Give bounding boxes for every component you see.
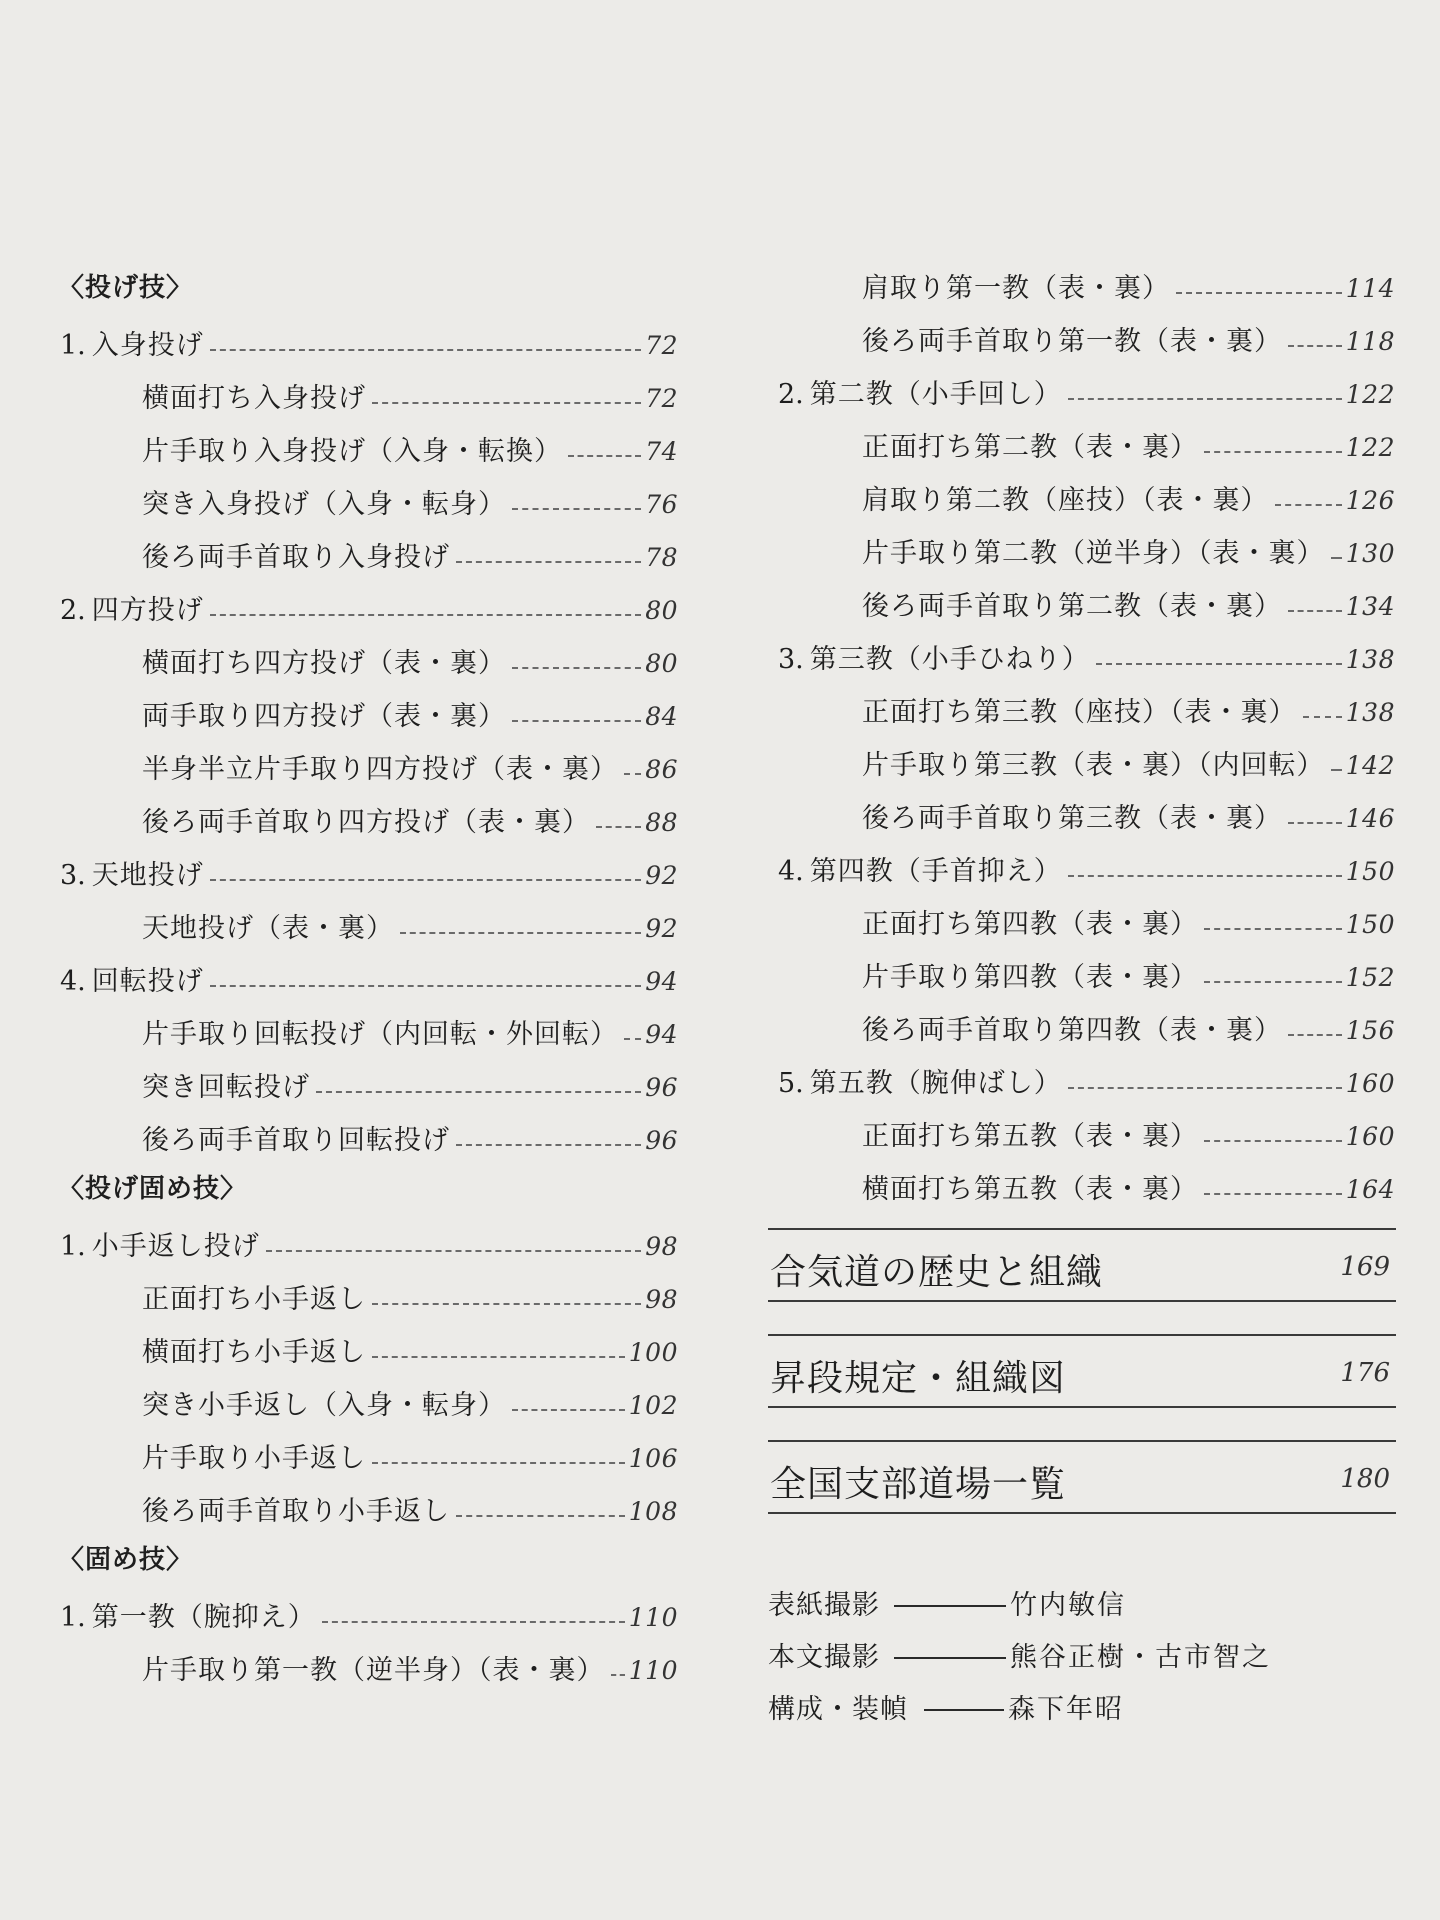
page-number: 156: [1345, 1016, 1395, 1045]
leader-dots: [1204, 451, 1342, 453]
credit-line: [768, 1690, 1124, 1730]
entry-title: 第三教（小手ひねり）: [809, 644, 1090, 675]
section-heading: 〈固め技〉: [58, 1545, 194, 1575]
group-number: 2.: [778, 379, 804, 410]
toc-item-entry[interactable]: [862, 1167, 1395, 1207]
entry-title: 後ろ両手首取り第四教（表・裏）: [862, 1015, 1282, 1046]
leader-dots: [512, 667, 641, 669]
leader-dots: [1288, 822, 1342, 824]
page-number: 114: [1345, 274, 1395, 303]
leader-dots: [1288, 1034, 1342, 1036]
page-number: 150: [1345, 857, 1395, 886]
leader-dots: [266, 1250, 641, 1252]
page-number: 96: [645, 1073, 678, 1102]
entry-title: 後ろ両手首取り第三教（表・裏）: [862, 803, 1282, 834]
toc-item-entry[interactable]: [142, 906, 678, 946]
page-number: 94: [645, 967, 678, 996]
toc-group-entry[interactable]: [778, 849, 1395, 889]
leader-dots: [456, 1144, 641, 1146]
entry-title: 回転投げ: [91, 966, 204, 997]
leader-dots: [1096, 663, 1342, 665]
entry-title: 第五教（腕伸ばし）: [809, 1068, 1062, 1099]
entry-title: 突き小手返し（入身・転身）: [142, 1390, 506, 1421]
major-section-title: 全国支部道場一覧: [770, 1464, 1067, 1505]
page-number: 130: [1345, 539, 1395, 568]
toc-item-entry[interactable]: [862, 902, 1395, 942]
page-number: 150: [1345, 910, 1395, 939]
page-number: 152: [1345, 963, 1395, 992]
leader-dots: [316, 1091, 641, 1093]
entry-title: 後ろ両手首取り小手返し: [142, 1496, 450, 1527]
leader-dots: [624, 1038, 641, 1040]
page-number: 92: [645, 861, 678, 890]
credit-role: 表紙撮影: [768, 1590, 880, 1621]
entry-title: 正面打ち第二教（表・裏）: [862, 432, 1198, 463]
major-section-entry[interactable]: [768, 1228, 1396, 1302]
major-section-entry[interactable]: [768, 1334, 1396, 1408]
page-number: 102: [628, 1391, 678, 1420]
group-number: 2.: [60, 595, 86, 626]
entry-title: 後ろ両手首取り入身投げ: [142, 542, 450, 573]
leader-dots: [210, 614, 641, 616]
entry-title: 片手取り第二教（逆半身）（表・裏）: [862, 538, 1325, 569]
leader-dots: [1204, 1193, 1342, 1195]
entry-title: 第二教（小手回し）: [809, 379, 1062, 410]
page-number: 74: [645, 437, 678, 466]
leader-dots: [372, 1356, 625, 1358]
entry-title: 肩取り第一教（表・裏）: [862, 273, 1170, 304]
toc-group-entry[interactable]: [778, 637, 1395, 677]
entry-title: 天地投げ: [91, 860, 204, 891]
leader-dots: [456, 1515, 625, 1517]
page-number: 122: [1345, 433, 1395, 462]
toc-item-entry[interactable]: [862, 478, 1395, 518]
leader-dots: [372, 1462, 625, 1464]
credit-role: 構成・装幀: [768, 1694, 908, 1725]
entry-title: 横面打ち四方投げ（表・裏）: [142, 648, 506, 679]
page-number: 106: [628, 1444, 678, 1473]
toc-item-entry[interactable]: [142, 1012, 678, 1052]
leader-dots: [1331, 557, 1342, 559]
leader-dots: [372, 1303, 641, 1305]
page-number: 76: [645, 490, 678, 519]
group-number: 5.: [778, 1068, 804, 1099]
entry-title: 半身半立片手取り四方投げ（表・裏）: [142, 754, 618, 785]
page-number: 134: [1345, 592, 1395, 621]
toc-group-entry[interactable]: [778, 372, 1395, 412]
entry-title: 後ろ両手首取り回転投げ: [142, 1125, 450, 1156]
leader-dots: [1068, 398, 1342, 400]
toc-item-entry[interactable]: [862, 796, 1395, 836]
entry-title: 正面打ち第四教（表・裏）: [862, 909, 1198, 940]
credit-role: 本文撮影: [768, 1642, 880, 1673]
entry-title: 後ろ両手首取り第二教（表・裏）: [862, 591, 1282, 622]
page-number: 180: [1340, 1464, 1390, 1494]
toc-item-entry[interactable]: [142, 535, 678, 575]
toc-item-entry[interactable]: [862, 425, 1395, 465]
page-number: 108: [628, 1497, 678, 1526]
page-number: 94: [645, 1020, 678, 1049]
page-number: 78: [645, 543, 678, 572]
credit-rule: [924, 1709, 1004, 1711]
leader-dots: [210, 985, 641, 987]
toc-item-entry[interactable]: [142, 1277, 678, 1317]
leader-dots: [611, 1674, 625, 1676]
toc-item-entry[interactable]: [142, 1489, 678, 1529]
group-number: 4.: [60, 966, 86, 997]
entry-title: 後ろ両手首取り第一教（表・裏）: [862, 326, 1282, 357]
group-number: 1.: [60, 330, 86, 361]
leader-dots: [456, 561, 641, 563]
group-number: 3.: [778, 644, 804, 675]
entry-title: 正面打ち小手返し: [142, 1284, 366, 1315]
major-section-title: 昇段規定・組織図: [770, 1358, 1067, 1399]
page-number: 138: [1345, 645, 1395, 674]
page-number: 72: [645, 384, 678, 413]
toc-item-entry[interactable]: [142, 1118, 678, 1158]
page-number: 80: [645, 649, 678, 678]
leader-dots: [1204, 1140, 1342, 1142]
entry-title: 正面打ち第五教（表・裏）: [862, 1121, 1198, 1152]
credit-rule: [894, 1605, 1006, 1607]
entry-title: 片手取り回転投げ（内回転・外回転）: [142, 1019, 618, 1050]
entry-title: 片手取り第四教（表・裏）: [862, 962, 1198, 993]
toc-group-entry[interactable]: [60, 853, 678, 893]
toc-group-entry[interactable]: [60, 323, 678, 363]
page-number: 110: [628, 1603, 678, 1632]
page-number: 92: [645, 914, 678, 943]
entry-title: 片手取り第三教（表・裏）（内回転）: [862, 750, 1325, 781]
toc-group-entry[interactable]: [60, 1224, 678, 1264]
page-number: 80: [645, 596, 678, 625]
leader-dots: [1204, 928, 1342, 930]
toc-item-entry[interactable]: [142, 800, 678, 840]
entry-title: 横面打ち入身投げ: [142, 383, 366, 414]
entry-title: 横面打ち第五教（表・裏）: [862, 1174, 1198, 1205]
page-number: 110: [628, 1656, 678, 1685]
leader-dots: [568, 455, 641, 457]
leader-dots: [1331, 769, 1342, 771]
toc-item-entry[interactable]: [142, 429, 678, 469]
toc-item-entry[interactable]: [142, 482, 678, 522]
leader-dots: [1068, 875, 1342, 877]
toc-group-entry[interactable]: [60, 959, 678, 999]
toc-group-entry[interactable]: [778, 1061, 1395, 1101]
group-number: 1.: [60, 1231, 86, 1262]
page-number: 164: [1345, 1175, 1395, 1204]
toc-item-entry[interactable]: [862, 690, 1395, 730]
entry-title: 第一教（腕抑え）: [91, 1602, 316, 1633]
toc-item-entry[interactable]: [862, 1114, 1395, 1154]
leader-dots: [210, 879, 641, 881]
entry-title: 片手取り入身投げ（入身・転換）: [142, 436, 562, 467]
toc-item-entry[interactable]: [142, 1065, 678, 1105]
toc-item-entry[interactable]: [862, 743, 1395, 783]
entry-title: 横面打ち小手返し: [142, 1337, 366, 1368]
credit-name: 竹内敏信: [1010, 1590, 1126, 1621]
section-heading: 〈投げ固め技〉: [58, 1174, 248, 1204]
toc-item-entry[interactable]: [142, 376, 678, 416]
leader-dots: [1303, 716, 1342, 718]
entry-title: 入身投げ: [91, 330, 204, 361]
page-number: 86: [645, 755, 678, 784]
toc-item-entry[interactable]: [142, 1648, 678, 1688]
leader-dots: [512, 1409, 625, 1411]
toc-item-entry[interactable]: [862, 319, 1395, 359]
page-number: 146: [1345, 804, 1395, 833]
leader-dots: [1204, 981, 1342, 983]
entry-title: 両手取り四方投げ（表・裏）: [142, 701, 506, 732]
page-number: 160: [1345, 1069, 1395, 1098]
entry-title: 片手取り第一教（逆半身）（表・裏）: [142, 1655, 605, 1686]
toc-group-entry[interactable]: [60, 1595, 678, 1635]
leader-dots: [1288, 610, 1342, 612]
leader-dots: [596, 826, 641, 828]
leader-dots: [1288, 345, 1342, 347]
toc-item-entry[interactable]: [862, 955, 1395, 995]
group-number: 1.: [60, 1602, 86, 1633]
leader-dots: [1068, 1087, 1342, 1089]
entry-title: 片手取り小手返し: [142, 1443, 366, 1474]
toc-item-entry[interactable]: [862, 584, 1395, 624]
toc-item-entry[interactable]: [862, 266, 1395, 306]
leader-dots: [512, 720, 641, 722]
major-section-title: 合気道の歴史と組織: [770, 1252, 1104, 1293]
entry-title: 正面打ち第三教（座技）（表・裏）: [862, 697, 1297, 728]
page-number: 88: [645, 808, 678, 837]
credit-line: [768, 1586, 1126, 1626]
leader-dots: [400, 932, 641, 934]
toc-item-entry[interactable]: [142, 694, 678, 734]
entry-title: 第四教（手首抑え）: [809, 856, 1062, 887]
toc-item-entry[interactable]: [142, 641, 678, 681]
toc-item-entry[interactable]: [862, 531, 1395, 571]
entry-title: 後ろ両手首取り四方投げ（表・裏）: [142, 807, 590, 838]
page-number: 100: [628, 1338, 678, 1367]
page-number: 72: [645, 331, 678, 360]
entry-title: 小手返し投げ: [91, 1231, 260, 1262]
toc-item-entry[interactable]: [142, 747, 678, 787]
section-heading: 〈投げ技〉: [58, 273, 194, 303]
page-number: 126: [1345, 486, 1395, 515]
page-number: 98: [645, 1285, 678, 1314]
toc-item-entry[interactable]: [862, 1008, 1395, 1048]
credit-name: 森下年昭: [1008, 1694, 1124, 1725]
page-number: 96: [645, 1126, 678, 1155]
page-number: 138: [1345, 698, 1395, 727]
group-number: 3.: [60, 860, 86, 891]
group-number: 4.: [778, 856, 804, 887]
leader-dots: [322, 1621, 625, 1623]
entry-title: 四方投げ: [91, 595, 204, 626]
credit-line: [768, 1638, 1271, 1678]
entry-title: 天地投げ（表・裏）: [142, 913, 394, 944]
page-number: 118: [1345, 327, 1395, 356]
page-number: 122: [1345, 380, 1395, 409]
toc-item-entry[interactable]: [142, 1436, 678, 1476]
page-number: 142: [1345, 751, 1395, 780]
leader-dots: [210, 349, 641, 351]
entry-title: 突き入身投げ（入身・転身）: [142, 489, 506, 520]
leader-dots: [624, 773, 641, 775]
leader-dots: [372, 402, 641, 404]
toc-group-entry[interactable]: [60, 588, 678, 628]
toc-item-entry[interactable]: [142, 1330, 678, 1370]
page-number: 176: [1340, 1358, 1390, 1388]
page-number: 98: [645, 1232, 678, 1261]
leader-dots: [1275, 504, 1342, 506]
entry-title: 突き回転投げ: [142, 1072, 310, 1103]
leader-dots: [1176, 292, 1342, 294]
entry-title: 肩取り第二教（座技）（表・裏）: [862, 485, 1269, 516]
page-number: 160: [1345, 1122, 1395, 1151]
credit-rule: [894, 1657, 1006, 1659]
leader-dots: [512, 508, 641, 510]
credit-name: 熊谷正樹・古市智之: [1010, 1642, 1271, 1673]
toc-item-entry[interactable]: [142, 1383, 678, 1423]
page-number: 84: [645, 702, 678, 731]
page-number: 169: [1340, 1252, 1390, 1282]
major-section-entry[interactable]: [768, 1440, 1396, 1514]
